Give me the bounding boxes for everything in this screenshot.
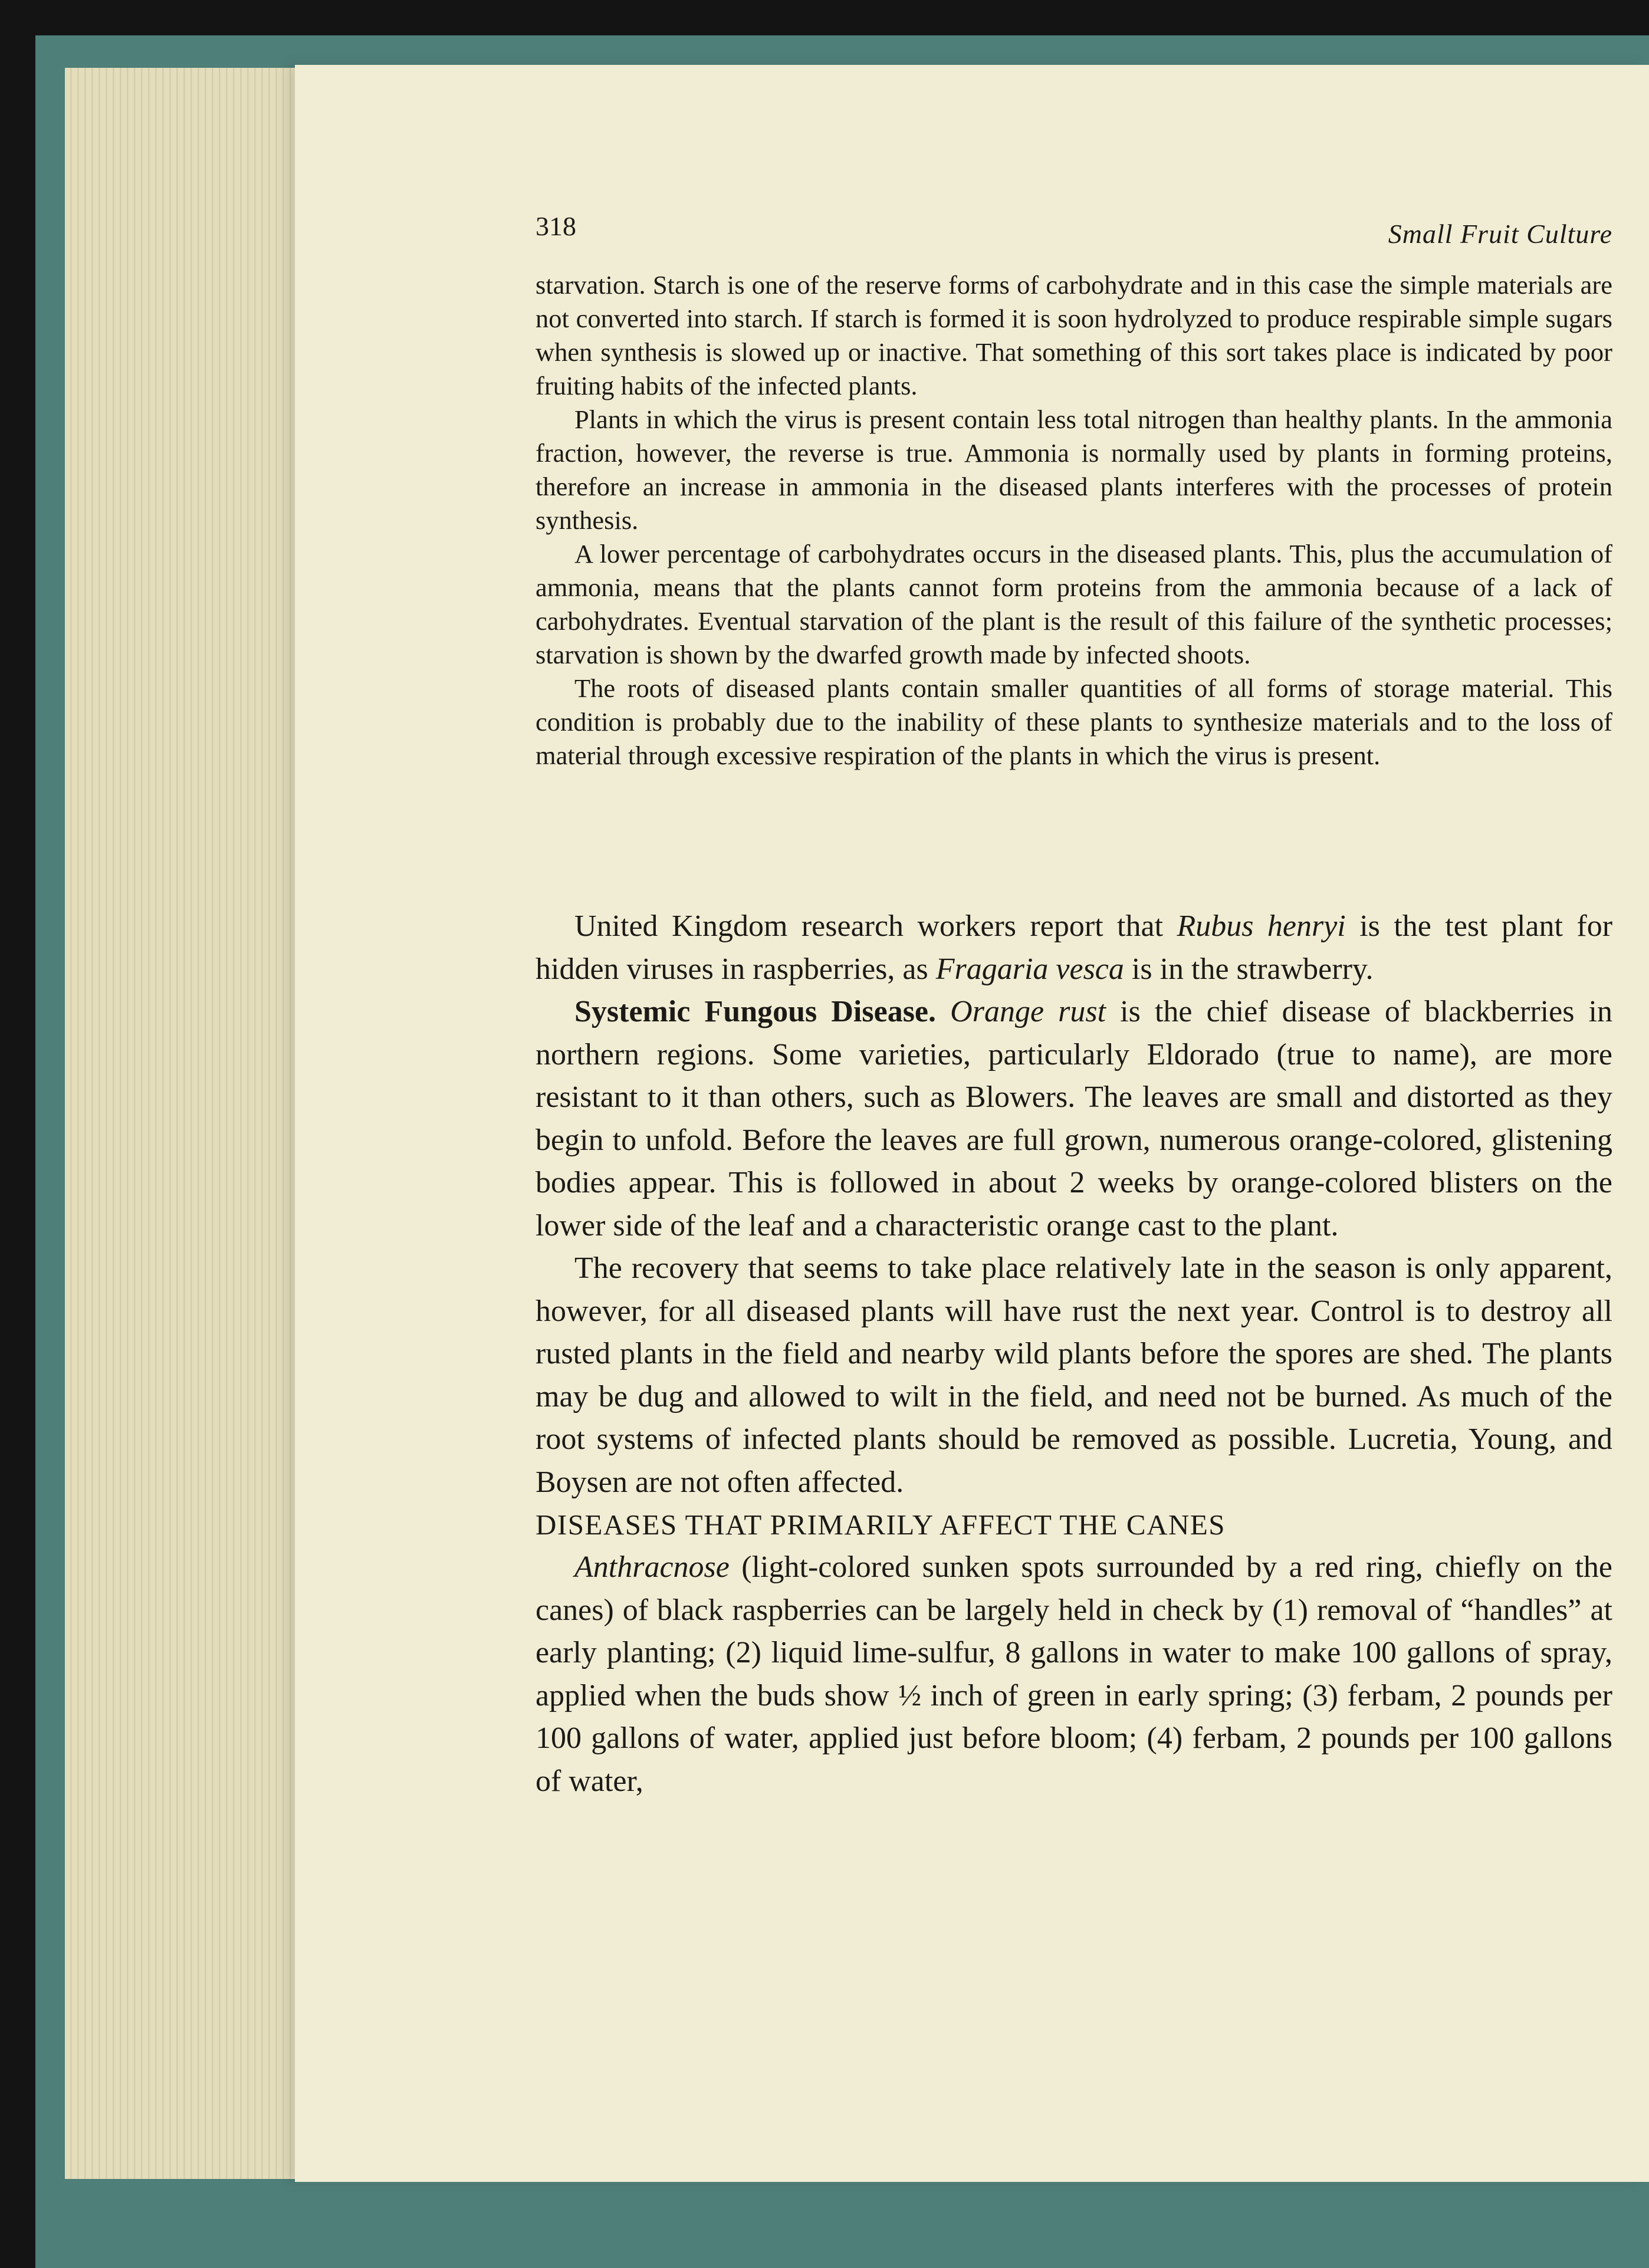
paragraph: A lower percentage of carbohydrates occurs in the diseased plants. This, plus the accumulation of ammonia, means that the plants cannot form proteins from the ammonia because of a lack of carbohydrates. Eventual starvation of the plant is the result of this failure of the synthetic processes; starvation is shown by the dwarfed growth made by infected shoots. <box>536 539 1612 669</box>
species-name: Rubus henryi <box>1177 909 1346 943</box>
text-run: is the chief disease of blackberries in northern regions. Some varieties, particularly Eldorado (true to name), are more resistant to it than others, such as Blowers. The leaves are small and distorted as they begin to unfold. Before the leaves are full grown, numerous orange-colored, glistening bodies appear. This is followed in about 2 weeks by orange-colored blisters on the lower side of the leaf and a characteristic orange cast to the plant. <box>536 995 1613 1243</box>
text-run: is the test plant for hidden viruses in raspberries, as <box>536 909 1613 986</box>
paragraph: starvation. Starch is one of the reserve forms of carbohydrate and in this case the simple materials are not converted into starch. If starch is formed it is soon hydrolyzed to produce respirable simple sugars when synthesis is slowed up or inactive. That something of this sort takes place is indicated by poor fruiting habits of the infected plants. <box>536 270 1612 400</box>
text-run: United Kingdom research workers report that <box>574 909 1177 943</box>
section-heading: DISEASES THAT PRIMARILY AFFECT THE CANES <box>536 1508 1226 1541</box>
run-in-heading: Systemic Fungous Disease. <box>574 995 937 1028</box>
text-run: is in the strawberry. <box>1124 952 1374 986</box>
running-title: Small Fruit Culture <box>1388 219 1612 249</box>
small-print-section <box>536 268 1612 773</box>
paragraph <box>536 991 1612 1247</box>
paragraph <box>536 905 1612 991</box>
paragraph: Plants in which the virus is present contain less total nitrogen than healthy plants. In the ammonia fraction, however, the reverse is true. Ammonia is normally used by plants in forming proteins, therefore an increase in ammonia in the diseased plants interferes with the processes of protein synthesis. <box>536 405 1612 535</box>
disease-name: Orange rust <box>950 995 1106 1028</box>
paragraph <box>536 1546 1612 1803</box>
page-number: 318 <box>536 211 576 241</box>
paragraph: The recovery that seems to take place relatively late in the season is only apparent, however, for all diseased plants will have rust the next year. Control is to destroy all rusted plants in the field and nearby wild plants before the spores are shed. The plants may be dug and allowed to wilt in the field, and need not be burned. As much of the root systems of infected plants should be removed as possible. Lucretia, Young, and Boysen are not often affected. <box>536 1251 1612 1499</box>
paragraph: The roots of diseased plants contain smaller quantities of all forms of storage material. This condition is probably due to the inability of these plants to synthesize materials and to the loss of material through excessive respiration of the plants in which the virus is present. <box>536 673 1612 770</box>
species-name: Fragaria vesca <box>935 952 1124 986</box>
text-run: (light-colored sunken spots surrounded by a red ring, chiefly on the canes) of black raspberries can be largely held in check by (1) removal of “handles” at early planting; (2) liquid lime-sulfur, 8 gallons in water to make 100 gallons of spray, applied when the buds show ½ inch of green in early spring; (3) ferbam, 2 pounds per 100 gallons of water, applied just before bloom; (4) ferbam, 2 pounds per 100 gallons of water, <box>536 1550 1612 1798</box>
main-text-section <box>536 905 1612 1803</box>
disease-name: Anthracnose <box>574 1550 730 1584</box>
